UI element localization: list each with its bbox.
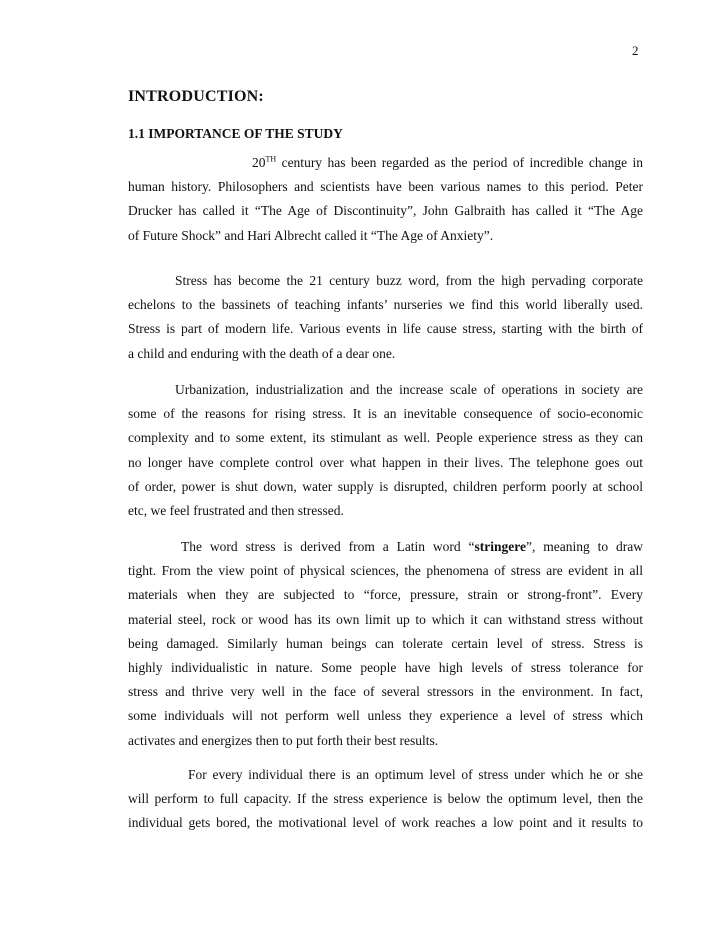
paragraph-line — [128, 535, 643, 559]
paragraph-line: of Future Shock” and Hari Albrecht called it “The Age of Anxiety”. — [128, 227, 494, 243]
paragraph-line: no longer have complete control over what happen in their lives. The telephone goes out — [128, 454, 643, 470]
paragraph-line: some of the reasons for rising stress. It is an inevitable consequence of socio-economic — [128, 406, 643, 422]
paragraph-2 — [128, 269, 643, 366]
paragraph-line: some individuals will not perform well unless they experience a level of stress which — [128, 708, 643, 724]
paragraph-line: being damaged. Similarly human beings can tolerate certain level of stress. Stress is — [128, 635, 643, 651]
section-heading: 1.1 IMPORTANCE OF THE STUDY — [128, 126, 343, 141]
superscript: TH — [265, 154, 277, 164]
paragraph-line: activates and energizes then to put forth their best results. — [128, 732, 439, 748]
text-span: ”, meaning to draw — [526, 539, 643, 554]
paragraph-line: tight. From the view point of physical sciences, the phenomena of stress are evident in all — [128, 563, 643, 579]
paragraph-line: highly individualistic in nature. Some people have high levels of stress tolerance for — [128, 660, 643, 676]
text-span: century has been regarded as the period of incredible change in — [276, 155, 643, 170]
paragraph-1 — [128, 151, 643, 248]
page-number: 2 — [632, 43, 639, 58]
page-title: INTRODUCTION: — [128, 88, 264, 105]
paragraph-line: Stress has become the 21 century buzz word, from the high pervading corporate — [175, 273, 643, 288]
paragraph-line: materials when they are subjected to “force, pressure, strain or strong-front”. Every — [128, 587, 643, 603]
paragraph-line: individual gets bored, the motivational level of work reaches a low point and it results to — [128, 815, 643, 831]
paragraph-4 — [128, 535, 643, 753]
paragraph-line: Urbanization, industrialization and the increase scale of operations in society are — [175, 382, 643, 397]
paragraph-line: stress and thrive very well in the face of several stressors in the environment. In fact, — [128, 684, 643, 700]
paragraph-line: human history. Philosophers and scientists have been various names to this period. Peter — [128, 179, 643, 195]
paragraph-line: a child and enduring with the death of a dear one. — [128, 345, 396, 361]
paragraph-line: etc, we feel frustrated and then stressed. — [128, 503, 344, 519]
paragraph-line: For every individual there is an optimum level of stress under which he or she — [188, 767, 643, 782]
paragraph-line: will perform to full capacity. If the stress experience is below the optimum level, then the — [128, 791, 643, 807]
paragraph-line: Drucker has called it “The Age of Discontinuity”, John Galbraith has called it “The Age — [128, 203, 643, 219]
paragraph-5 — [128, 763, 643, 836]
bold-term: stringere — [474, 539, 527, 554]
paragraph-line: complexity and to some extent, its stimulant as well. People experience stress as they can — [128, 430, 643, 446]
text-span: The word stress is derived from a Latin word “ — [181, 539, 475, 554]
paragraph-line: Stress is part of modern life. Various events in life cause stress, starting with the birth of — [128, 321, 643, 337]
text-span: 20 — [252, 155, 266, 170]
paragraph-line: of order, power is shut down, water supply is disrupted, children perform poorly at school — [128, 478, 643, 494]
paragraph-3 — [128, 378, 643, 523]
paragraph-line — [128, 151, 643, 175]
paragraph-line: echelons to the bassinets of teaching infants’ nurseries we find this world liberally used. — [128, 297, 643, 313]
paragraph-line: material steel, rock or wood has its own limit up to which it can withstand stress without — [128, 611, 643, 627]
